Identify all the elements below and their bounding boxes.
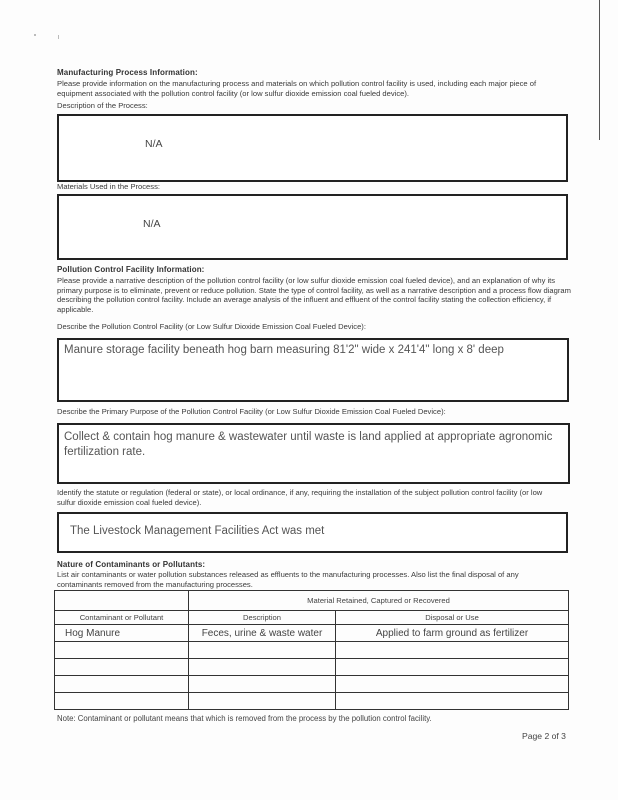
cell-disposal[interactable] <box>336 693 569 710</box>
table-header-blank <box>55 591 189 611</box>
table-row <box>55 659 569 676</box>
cell-disposal[interactable] <box>336 676 569 693</box>
facility-description-label: Describe the Pollution Control Facility (or Low Sulfur Dioxide Emission Coal Fueled Device): <box>57 322 366 331</box>
cell-description[interactable] <box>189 642 336 659</box>
statute-box[interactable] <box>57 512 568 553</box>
cell-description[interactable] <box>189 676 336 693</box>
cell-description[interactable]: Feces, urine & waste water <box>189 625 336 642</box>
table-row <box>55 676 569 693</box>
cell-disposal[interactable] <box>336 642 569 659</box>
scan-speck <box>58 35 59 39</box>
materials-value: N/A <box>143 218 161 230</box>
scan-speck <box>34 34 36 36</box>
page-number: Page 2 of 3 <box>522 731 566 741</box>
table-group-header-row <box>55 591 569 611</box>
process-description-value: N/A <box>145 138 163 150</box>
process-description-label: Description of the Process: <box>57 101 148 110</box>
manufacturing-heading: Manufacturing Process Information: <box>57 68 198 77</box>
col-header-disposal: Disposal or Use <box>336 611 569 625</box>
cell-disposal[interactable] <box>336 659 569 676</box>
cell-contaminant[interactable] <box>55 676 189 693</box>
table-header-row <box>55 611 569 625</box>
pollution-control-intro: Please provide a narrative description of the pollution control facility (or low sulfur dioxide emission coal fueled device), and an explanation of why its primary purpose is to eliminate, prevent or reduce pollution. State the type of control facility, as well as a narrative description and a process flow diagram describing the pollution control facility. Include an average analysis of the influent and effluent of the control facility stating the collection efficiency, if applicable. <box>57 276 571 314</box>
statute-label: Identify the statute or regulation (federal or state), or local ordinance, if any, requiring the installation of the subject pollution control facility (or low sulfur dioxide emission coal fueled device). <box>57 488 543 507</box>
contaminants-heading: Nature of Contaminants or Pollutants: <box>57 560 206 569</box>
primary-purpose-value: Collect & contain hog manure & wastewater until waste is land applied at appropriate agronomic fertilization rate. <box>64 431 553 458</box>
cell-contaminant[interactable] <box>55 659 189 676</box>
table-row <box>55 693 569 710</box>
col-header-contaminant: Contaminant or Pollutant <box>55 611 189 625</box>
table-group-header: Material Retained, Captured or Recovered <box>189 591 569 611</box>
table-row <box>55 642 569 659</box>
scan-edge-line <box>599 0 600 140</box>
materials-box[interactable] <box>57 194 568 260</box>
facility-description-value: Manure storage facility beneath hog barn measuring 81'2" wide x 241'4" long x 8' deep <box>64 344 504 356</box>
manufacturing-intro: Please provide information on the manufacturing process and materials on which pollution control facility is used, including each major piece of equipment associated with the pollution control facility (or low sulfur dioxide emission coal fueled device). <box>57 79 537 98</box>
statute-value: The Livestock Management Facilities Act was met <box>70 525 325 537</box>
facility-description-box[interactable] <box>57 338 569 402</box>
contaminants-intro: List air contaminants or water pollution substances released as effluents to the manufacturing processes. Also list the final disposal of any contaminants removed from the manufacturing processes. <box>57 570 519 589</box>
materials-label: Materials Used in the Process: <box>57 182 160 191</box>
primary-purpose-label: Describe the Primary Purpose of the Pollution Control Facility (or Low Sulfur Dioxide Emission Coal Fueled Device): <box>57 407 446 416</box>
cell-description[interactable] <box>189 693 336 710</box>
table-row <box>55 625 569 642</box>
primary-purpose-box[interactable] <box>57 423 570 484</box>
process-description-box[interactable] <box>57 114 568 182</box>
cell-contaminant[interactable] <box>55 642 189 659</box>
col-header-description: Description <box>189 611 336 625</box>
pollution-control-heading: Pollution Control Facility Information: <box>57 265 205 274</box>
cell-description[interactable] <box>189 659 336 676</box>
cell-contaminant[interactable] <box>55 693 189 710</box>
contaminants-table <box>54 590 569 710</box>
cell-contaminant[interactable]: Hog Manure <box>55 625 189 642</box>
cell-disposal[interactable]: Applied to farm ground as fertilizer <box>336 625 569 642</box>
footer-note: Note: Contaminant or pollutant means that which is removed from the process by the pollution control facility. <box>57 714 432 723</box>
